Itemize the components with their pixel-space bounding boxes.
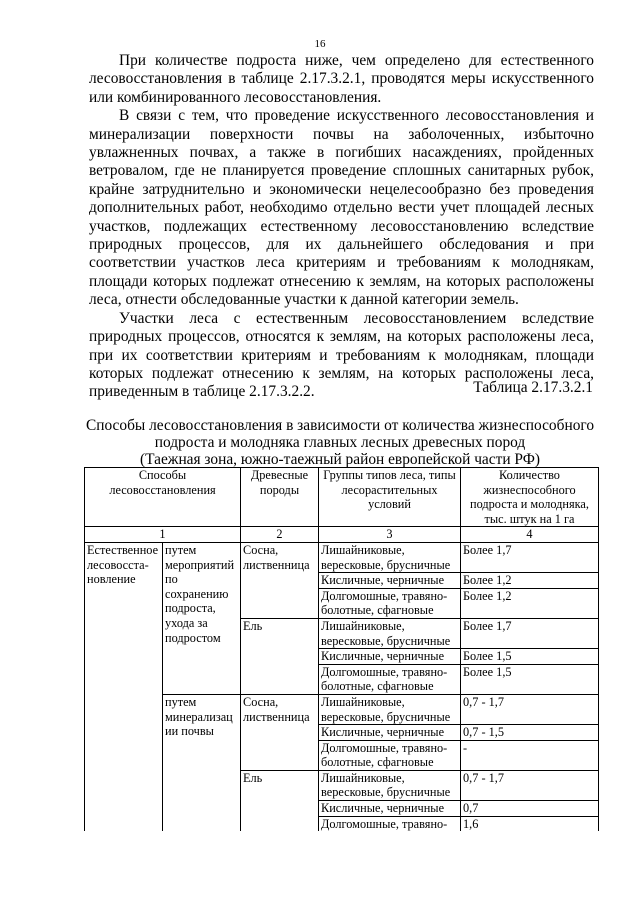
value-cell: 1,6 bbox=[461, 816, 599, 831]
submethod-cell: путем мероприятий по сохранению подроста, ухода за подростом bbox=[163, 542, 241, 694]
forest-type-cell: Лишайниковые, вересковые, брусничные bbox=[319, 694, 461, 724]
species-cell: Ель bbox=[241, 770, 319, 831]
forest-type-cell: Лишайниковые, вересковые, брусничные bbox=[319, 770, 461, 800]
col-number: 2 bbox=[241, 527, 319, 543]
forest-type-cell: Кисличные, черничные bbox=[319, 801, 461, 817]
value-cell: 0,7 - 1,7 bbox=[461, 694, 599, 724]
value-cell: Более 1,2 bbox=[461, 588, 599, 618]
value-cell: Более 1,7 bbox=[461, 618, 599, 648]
col-number: 1 bbox=[85, 527, 241, 543]
table-title-line-2: подроста и молодняка главных лесных древесных пород bbox=[154, 434, 526, 451]
table-header-row bbox=[85, 468, 599, 527]
paragraph-1: При количестве подроста ниже, чем определено для естественного лесовосстановления в таблице 2.17.3.2.1, проводятся меры искусственного или комбинированного лесовосстановления. bbox=[89, 52, 594, 106]
paragraph-2: В связи с тем, что проведение искусственного лесовосстановления и минерализации поверхности почвы на заболоченных, избыточно увлажненных почвах, а также в погибших насаждениях, пройденных ветровалом, где не планируется проведение сплошных санитарных рубок, крайне затруднительно и экономически нецелесообразно без проведения дополнительных работ, необходимо отдельно вести учет площадей лесных участков, подлежащих естественному лесовосстановлению вследствие природных процессов, для их дальнейшего обследования и при соответствии участков леса критериям и требованиям к молоднякам, площади которых подлежат отнесению к землям, на которых расположены леса, отнести обследованные участки к данной категории земель. bbox=[89, 107, 594, 309]
value-cell: 0,7 - 1,5 bbox=[461, 725, 599, 741]
value-cell: Более 1,5 bbox=[461, 649, 599, 665]
forest-type-cell: Кисличные, черничные bbox=[319, 649, 461, 665]
value-cell: 0,7 bbox=[461, 801, 599, 817]
forest-type-cell: Долгомошные, травяно-болотные, сфагновые bbox=[319, 664, 461, 694]
value-cell: Более 1,7 bbox=[461, 542, 599, 572]
table-row bbox=[85, 542, 599, 572]
species-cell: Ель bbox=[241, 618, 319, 694]
value-cell: - bbox=[461, 740, 599, 770]
table-title bbox=[80, 417, 600, 468]
value-cell: Более 1,5 bbox=[461, 664, 599, 694]
species-cell: Сосна, лиственница bbox=[241, 694, 319, 770]
table-title-line-3: (Таежная зона, южно-таежный район европейской части РФ) bbox=[140, 451, 540, 468]
forest-type-cell: Кисличные, черничные bbox=[319, 725, 461, 741]
col-number: 3 bbox=[319, 527, 461, 543]
header-quantity: Количество жизнеспособного подроста и молодняка, тыс. штук на 1 га bbox=[461, 468, 599, 527]
header-forest-types: Группы типов леса, типы лесорастительных условий bbox=[319, 468, 461, 527]
submethod-cell: путем минерализац ии почвы bbox=[163, 694, 241, 831]
paragraph-3: Участки леса с естественным лесовосстановлением вследствие природных процессов, относятся к землям, на которых расположены леса, при их соответствии критериям и требованиям к молоднякам, площади которых подлежат отнесению к землям, на которых расположены леса, приведенным в таблице 2.17.3.2.2. bbox=[89, 309, 594, 401]
col-number: 4 bbox=[461, 527, 599, 543]
reforestation-table bbox=[84, 467, 599, 831]
body-text bbox=[89, 52, 594, 402]
forest-type-cell: Кисличные, черничные bbox=[319, 573, 461, 589]
forest-type-cell: Лишайниковые, вересковые, брусничные bbox=[319, 618, 461, 648]
table-row bbox=[85, 694, 599, 724]
value-cell: Более 1,2 bbox=[461, 573, 599, 589]
forest-type-cell: Долгомошные, травяно-болотные, сфагновые bbox=[319, 740, 461, 770]
header-methods: Способы лесовосстановления bbox=[85, 468, 241, 527]
species-cell: Сосна, лиственница bbox=[241, 542, 319, 618]
forest-type-cell: Долгомошные, травяно- bbox=[319, 816, 461, 831]
table-label: Таблица 2.17.3.2.1 bbox=[473, 379, 593, 396]
forest-type-cell: Лишайниковые, вересковые, брусничные bbox=[319, 542, 461, 572]
forest-type-cell: Долгомошные, травяно-болотные, сфагновые bbox=[319, 588, 461, 618]
value-cell: 0,7 - 1,7 bbox=[461, 770, 599, 800]
column-number-row bbox=[85, 527, 599, 543]
header-species: Древесные породы bbox=[241, 468, 319, 527]
method-cell: Естественное лесовосста-новление bbox=[85, 542, 163, 831]
page-number: 16 bbox=[314, 38, 326, 50]
table-title-line-1: Способы лесовосстановления в зависимости от количества жизнеспособного bbox=[85, 417, 595, 434]
